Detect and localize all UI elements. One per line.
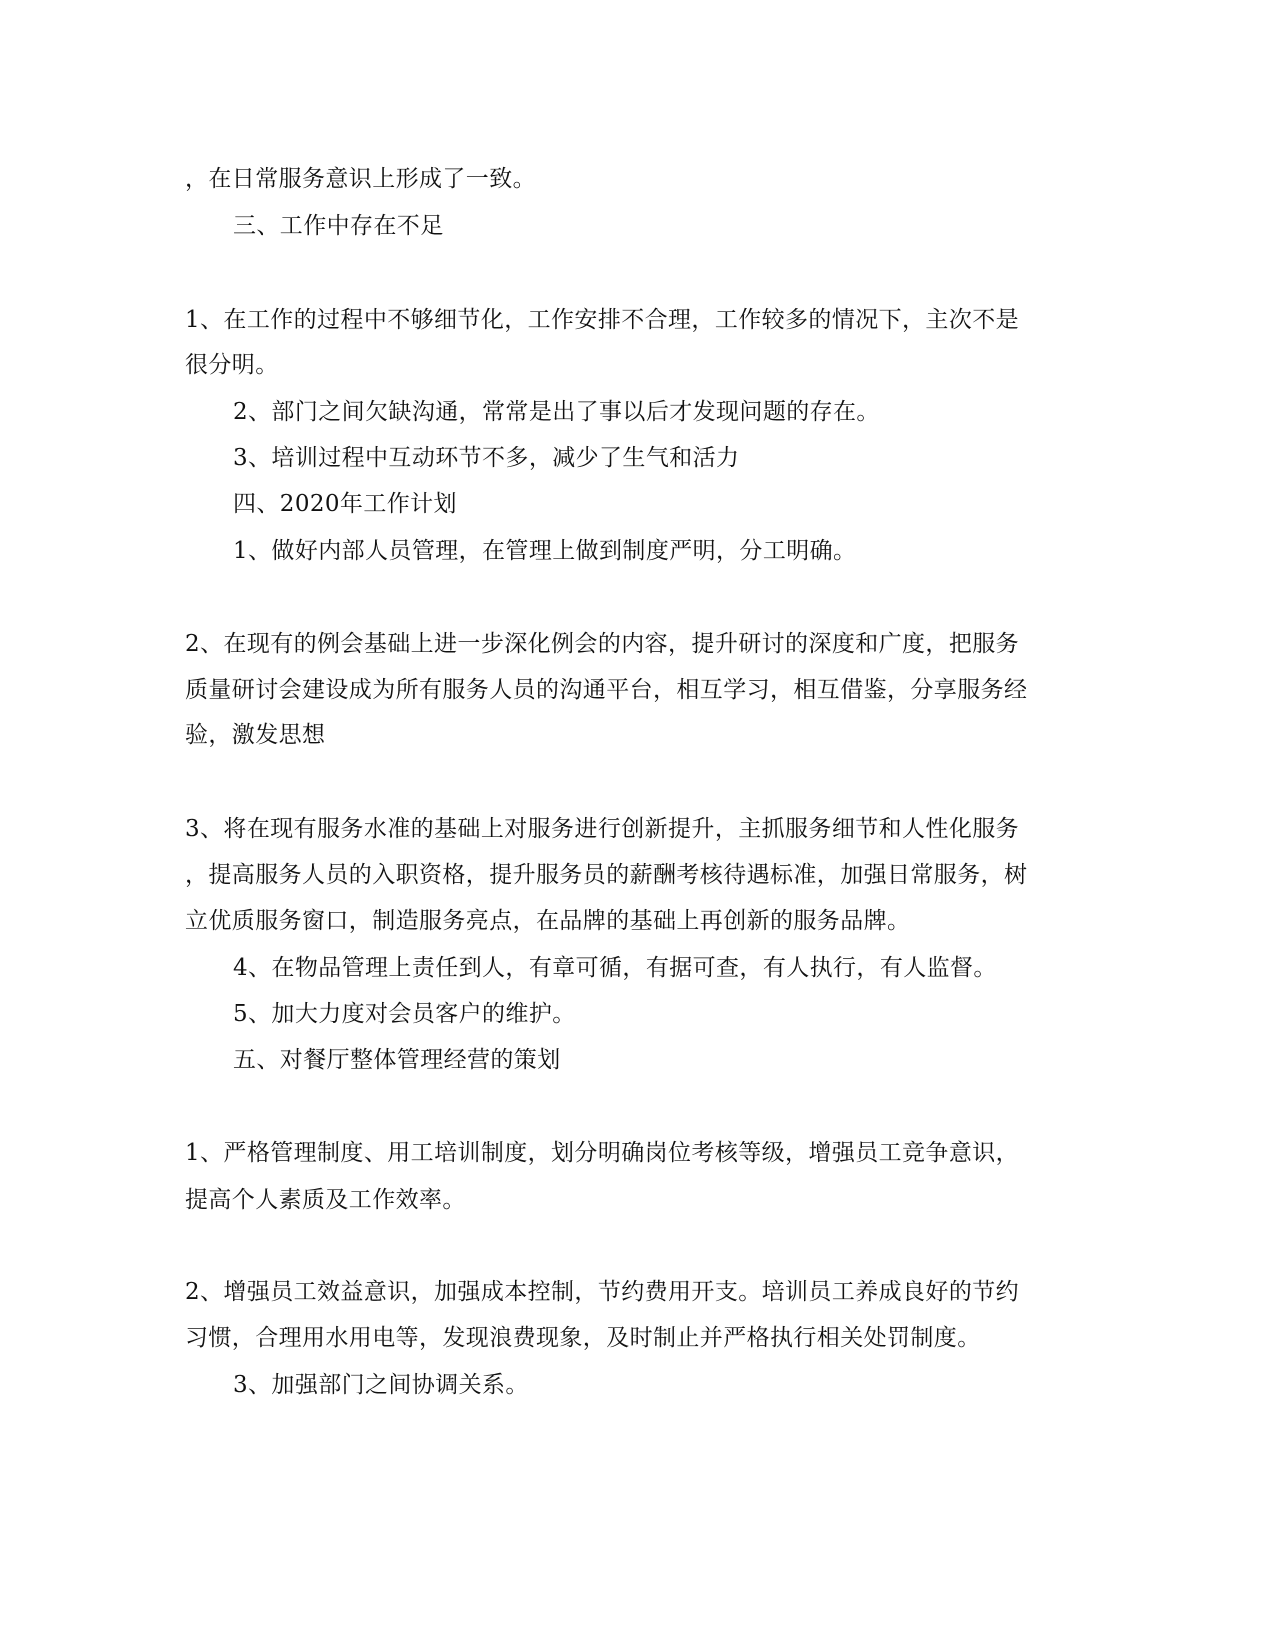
text-line: 2、增强员工效益意识，加强成本控制，节约费用开支。培训员工养成良好的节约 — [185, 1279, 1020, 1305]
text-line: 1、做好内部人员管理，在管理上做到制度严明，分工明确。 — [233, 538, 857, 564]
text-line: 2、部门之间欠缺沟通，常常是出了事以后才发现问题的存在。 — [233, 399, 880, 425]
text-line: 立优质服务窗口，制造服务亮点，在品牌的基础上再创新的服务品牌。 — [185, 908, 911, 934]
section-heading: 三、工作中存在不足 — [233, 213, 444, 239]
text-line: 5、加大力度对会员客户的维护。 — [233, 1001, 576, 1027]
section-heading: 五、对餐厅整体管理经营的策划 — [233, 1047, 561, 1073]
text-line: 3、培训过程中互动环节不多，减少了生气和活力 — [233, 445, 740, 471]
section-heading: 四、2020年工作计划 — [233, 491, 457, 517]
text-line: 习惯，合理用水用电等，发现浪费现象，及时制止并严格执行相关处罚制度。 — [185, 1325, 981, 1351]
text-line: ，在日常服务意识上形成了一致。 — [185, 166, 536, 192]
text-line: 很分明。 — [185, 352, 279, 378]
text-line: 验，激发思想 — [185, 722, 326, 748]
text-line: 3、加强部门之间协调关系。 — [233, 1372, 529, 1398]
text-line: 4、在物品管理上责任到人，有章可循，有据可查，有人执行，有人监督。 — [233, 955, 997, 981]
text-line: 质量研讨会建设成为所有服务人员的沟通平台，相互学习，相互借鉴，分享服务经 — [185, 677, 1028, 703]
text-line: 提高个人素质及工作效率。 — [185, 1187, 466, 1213]
text-line: 2、在现有的例会基础上进一步深化例会的内容，提升研讨的深度和广度，把服务 — [185, 631, 1020, 657]
text-line: 1、在工作的过程中不够细节化，工作安排不合理，工作较多的情况下，主次不是 — [185, 307, 1020, 333]
text-line: 1、严格管理制度、用工培训制度，划分明确岗位考核等级，增强员工竞争意识， — [185, 1140, 1020, 1166]
text-line: 3、将在现有服务水准的基础上对服务进行创新提升，主抓服务细节和人性化服务 — [185, 816, 1020, 842]
text-line: ，提高服务人员的入职资格，提升服务员的薪酬考核待遇标准，加强日常服务，树 — [185, 862, 1028, 888]
